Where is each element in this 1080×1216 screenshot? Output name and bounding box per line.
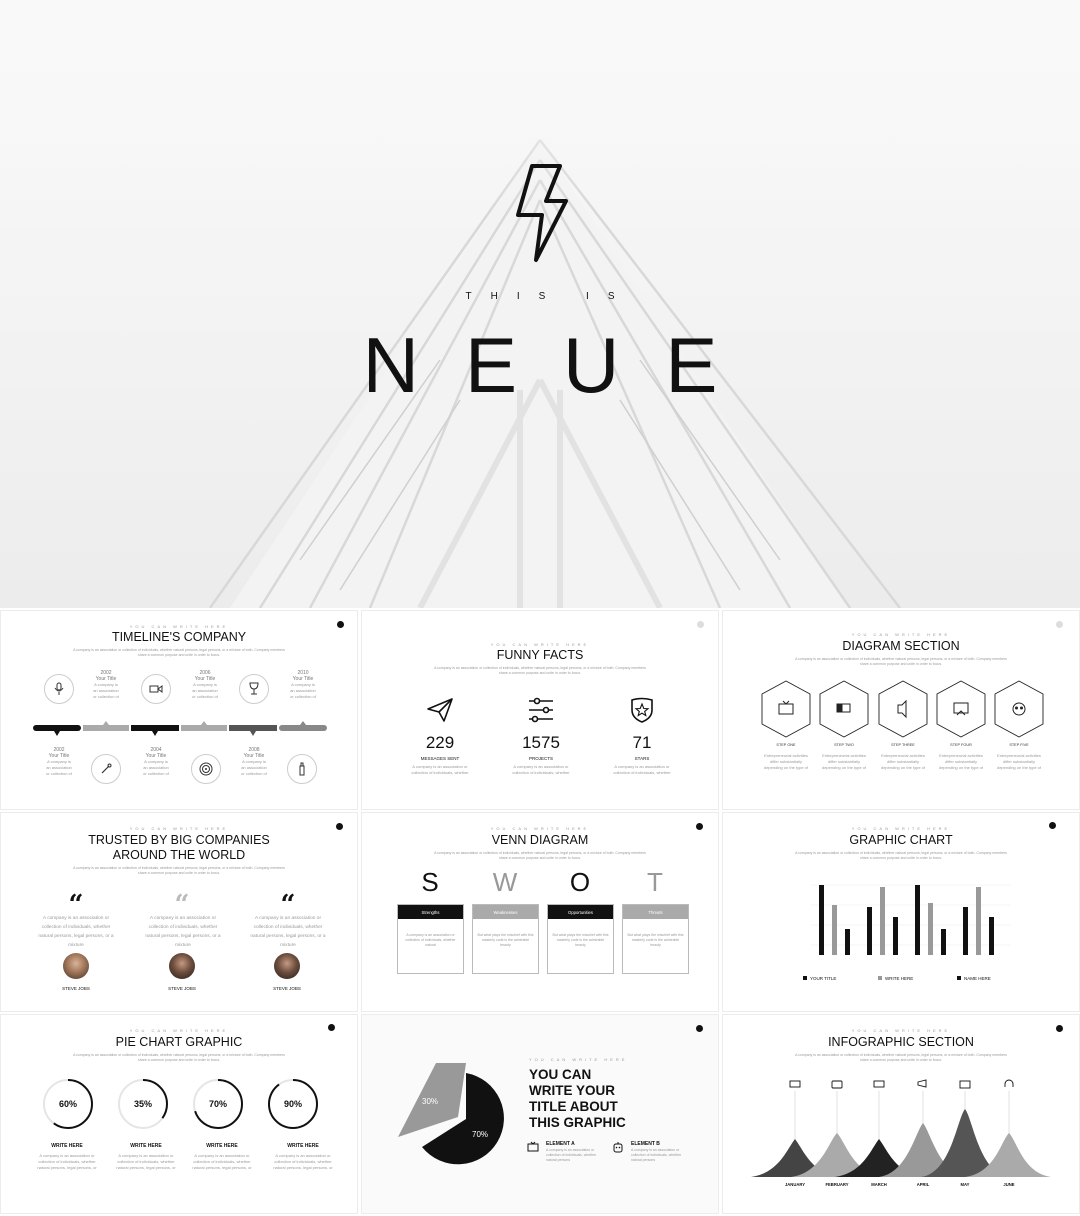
- target-icon: [191, 754, 221, 784]
- hero-kicker: THIS IS: [465, 291, 634, 302]
- ring-text: A company is an association or collection of individuals, whether natural persons, legal persons, or: [192, 1153, 252, 1170]
- swot-letter: S: [421, 867, 439, 897]
- slide-subtitle: A company is an association or collection of individuals, whether natural persons, legal persons, or a mixture of both. Company members share a common purpose and unite in order to focus.: [73, 866, 285, 875]
- pie-graphic-slide: [361, 1014, 719, 1214]
- venn-slide: [361, 812, 719, 1012]
- element-label: ELEMENT B: [631, 1141, 660, 1147]
- big-title-line: YOU CAN: [529, 1067, 592, 1082]
- slide-kicker: YOU CAN WRITE HERE: [851, 632, 951, 637]
- fact-number: 71: [632, 733, 652, 752]
- slide-kicker: YOU CAN WRITE HERE: [490, 826, 590, 831]
- timeline-year: 2002: [100, 670, 112, 676]
- ring-title: WRITE HERE: [287, 1143, 319, 1149]
- legend-label: YOUR TITLE: [810, 976, 837, 981]
- timeline-item-text: A company is an association or collection of: [93, 682, 119, 699]
- slide-subtitle: A company is an association or collection of individuals, whether natural persons, legal persons, or a mixture of both. Company members share a common purpose and unite in order to focus.: [795, 1053, 1007, 1062]
- fact-number: 229: [425, 733, 455, 752]
- mountain-infographic: [751, 1079, 1051, 1183]
- swot-box-text: But what plays the mischief with this masterly code is the admirable beauty: [477, 933, 534, 947]
- slide-title: FUNNY FACTS: [496, 648, 584, 662]
- slide-title: INFOGRAPHIC SECTION: [828, 1035, 974, 1049]
- ring-title: WRITE HERE: [51, 1143, 83, 1149]
- step-text: Entrepreneurial activities differ substantially depending on the type of: [821, 753, 867, 770]
- slide-subtitle: A company is an association or collection of individuals, whether natural persons, legal persons, or a mixture of both. Company members share a common purpose and unite in order to focus.: [73, 1053, 285, 1062]
- slide-title: TIMELINE'S COMPANY: [111, 630, 247, 644]
- chart-bar: [867, 907, 872, 955]
- month-label: JANUARY: [784, 1182, 806, 1187]
- legend-item: [803, 976, 836, 981]
- swot-box-header: Opportunities: [548, 905, 613, 919]
- slide-kicker: YOU CAN WRITE HERE: [490, 642, 590, 647]
- timeline-item-title: Your Title: [194, 676, 216, 682]
- ring-text: A company is an association or collection of individuals, whether natural persons, legal persons, or: [37, 1153, 97, 1170]
- chart-bar: [963, 907, 968, 955]
- person-name: STEVE JOBS: [62, 986, 90, 991]
- timeline-year: 2010: [297, 670, 309, 676]
- hero-title: NEUE: [362, 321, 764, 409]
- pie-chart-slide: [0, 1014, 358, 1214]
- swot-box-header: Weaknesses: [473, 905, 538, 919]
- pie-label-70: 70%: [472, 1130, 489, 1139]
- step-text: Entrepreneurial activities differ substantially depending on the type of: [996, 753, 1042, 770]
- timeline-year: 2004: [150, 747, 162, 753]
- chart-bar: [941, 929, 946, 955]
- swot-box-header: Strengths: [398, 905, 463, 919]
- month-label: FEBRUARY: [825, 1182, 849, 1187]
- chart-bar: [819, 885, 824, 955]
- lightning-bolt-icon: [512, 163, 570, 263]
- timeline-year: 2002: [53, 747, 65, 753]
- robot-icon: [612, 1141, 624, 1153]
- timeline-year: 2008: [248, 747, 260, 753]
- legend-item: [878, 976, 913, 981]
- legend-swatch: [957, 976, 961, 980]
- swot-letter: O: [569, 867, 591, 897]
- avatar: [169, 953, 195, 979]
- bar-group-4: [963, 887, 994, 955]
- trusted-slide: [0, 812, 358, 1012]
- slide-indicator-dot: [697, 621, 704, 628]
- testimonial-text: A company is an association or collection of individuals, whether natural persons, legal persons, or a mixture: [250, 916, 326, 948]
- ring-percent: 35%: [133, 1099, 152, 1109]
- avatar: [63, 953, 89, 979]
- quote-icon: “: [174, 890, 190, 920]
- infographic-slide: [722, 1014, 1080, 1214]
- month-label: APRIL: [916, 1182, 930, 1187]
- step-label: STEP ONE: [776, 743, 796, 747]
- swot-box-text: A company is an association or collection of individuals, whether natural: [405, 933, 456, 947]
- timeline-item-title: Your Title: [243, 753, 265, 759]
- big-title-line: THIS GRAPHIC: [529, 1115, 626, 1130]
- swot-box-text: But what plays the mischief with this masterly code is the admirable beauty: [627, 933, 684, 947]
- month-label: MARCH: [871, 1182, 887, 1187]
- chart-bar: [976, 887, 981, 955]
- slide-subtitle: A company is an association or collection of individuals, whether natural persons, legal persons, or a mixture of both. Company members share a common purpose and unite in order to focus.: [73, 648, 285, 657]
- timeline-item-title: Your Title: [292, 676, 314, 682]
- slide-title: TRUSTED BY BIG COMPANIES: [88, 833, 270, 847]
- fact-text: A company is an association or collection of individuals, whether: [512, 764, 570, 775]
- bottle-icon: [287, 754, 317, 784]
- quote-icon: “: [68, 890, 84, 920]
- element-text: A company is an association or collection of individuals, whether natural persons: [631, 1148, 682, 1162]
- big-title: [529, 1067, 626, 1131]
- chart-bar: [893, 917, 898, 955]
- slide-subtitle: A company is an association or collection of individuals, whether natural persons, legal persons, or a mixture of both. Company members share a common purpose and unite in order to focus.: [434, 851, 646, 860]
- pen-icon: [91, 754, 121, 784]
- timeline-item-text: A company is an association or collection of: [290, 682, 316, 699]
- ring-title: WRITE HERE: [206, 1143, 238, 1149]
- chart-bar: [989, 917, 994, 955]
- slide-kicker: YOU CAN WRITE HERE: [851, 826, 951, 831]
- bar-group-2: [867, 887, 898, 955]
- slide-subtitle: A company is an association or collection of individuals, whether natural persons, legal persons, or a mixture of both. Company members share a common purpose and unite in order to focus.: [795, 657, 1007, 666]
- microphone-icon: [44, 674, 74, 704]
- slide-indicator-dot: [696, 1025, 703, 1032]
- legend-item: [957, 976, 991, 981]
- slide-kicker: YOU CAN WRITE HERE: [529, 1057, 628, 1062]
- timeline-item-title: Your Title: [95, 676, 117, 682]
- month-label: MAY: [960, 1182, 970, 1187]
- step-text: Entrepreneurial activities differ substantially depending on the type of: [763, 753, 809, 770]
- ring-title: WRITE HERE: [130, 1143, 162, 1149]
- bar-group-3: [915, 885, 946, 955]
- timeline-slide: [0, 610, 358, 810]
- timeline-bar: [33, 721, 328, 737]
- ring-percent: 60%: [58, 1099, 77, 1109]
- slide-kicker: YOU CAN WRITE HERE: [129, 826, 229, 831]
- diagram-slide: [722, 610, 1080, 810]
- swot-letter: T: [647, 867, 663, 897]
- ring-percent: 70%: [208, 1099, 227, 1109]
- video-camera-icon: [141, 674, 171, 704]
- fact-label: STARS: [634, 756, 650, 761]
- star-badge-icon: [628, 697, 656, 723]
- timeline-item-text: A company is an association or collection of: [241, 759, 267, 776]
- month-label: JUNE: [1003, 1182, 1015, 1187]
- bar-chart: [811, 875, 1011, 967]
- legend-swatch: [878, 976, 882, 980]
- bar-group-1: [819, 885, 850, 955]
- swot-box-weaknesses: [472, 904, 539, 974]
- fact-label: MESSAGES SENT: [420, 756, 460, 761]
- legend-swatch: [803, 976, 807, 980]
- timeline-item-text: A company is an association or collection of: [192, 682, 218, 699]
- person-name: STEVE JOBS: [168, 986, 196, 991]
- step-text: Entrepreneurial activities differ substantially depending on the type of: [938, 753, 984, 770]
- chart-bar: [880, 887, 885, 955]
- slide-kicker: YOU CAN WRITE HERE: [129, 1028, 229, 1033]
- swot-box-opportunities: [547, 904, 614, 974]
- swot-box-strengths: [397, 904, 464, 974]
- testimonial-text: A company is an association or collection of individuals, whether natural persons, legal persons, or a mixture: [145, 916, 221, 948]
- step-label: STEP THREE: [891, 743, 915, 747]
- fact-text: A company is an association or collection of individuals, whether: [613, 764, 671, 775]
- ring-text: A company is an association or collection of individuals, whether natural persons, legal persons, or: [116, 1153, 176, 1170]
- slide-title: PIE CHART GRAPHIC: [115, 1035, 243, 1049]
- person-name: STEVE JOBS: [273, 986, 301, 991]
- wine-glass-icon: [239, 674, 269, 704]
- big-title-line: TITLE ABOUT: [529, 1099, 618, 1114]
- slide-indicator-dot: [1056, 621, 1063, 628]
- pie-chart: [392, 1059, 522, 1179]
- slide-title: DIAGRAM SECTION: [842, 639, 960, 653]
- swot-box-header: Threats: [623, 905, 688, 919]
- chart-bar: [915, 885, 920, 955]
- timeline-item-text: A company is an association or collection of: [46, 759, 72, 776]
- step-label: STEP TWO: [834, 743, 854, 747]
- quote-icon: “: [280, 890, 296, 920]
- fact-number: 1575: [522, 733, 560, 752]
- chart-bar: [928, 903, 933, 955]
- sliders-icon: [527, 697, 555, 723]
- slide-title: VENN DIAGRAM: [491, 833, 589, 847]
- ring-percent: 90%: [283, 1099, 302, 1109]
- element-text: A company is an association or collection of individuals, whether natural persons: [546, 1148, 597, 1162]
- fact-text: A company is an association or collection of individuals, whether: [411, 764, 469, 775]
- legend-label: WRITE HERE: [885, 976, 914, 981]
- big-title-line: WRITE YOUR: [529, 1083, 616, 1098]
- avatar: [274, 953, 300, 979]
- slide-title: GRAPHIC CHART: [849, 833, 953, 847]
- swot-box-threats: [622, 904, 689, 974]
- ring-text: A company is an association or collection of individuals, whether natural persons, legal persons, or: [273, 1153, 333, 1170]
- testimonial-text: A company is an association or collection of individuals, whether natural persons, legal persons, or a mixture: [38, 916, 114, 948]
- slide-title-line2: AROUND THE WORLD: [112, 848, 246, 862]
- pie-label-30: 30%: [422, 1097, 439, 1106]
- slide-subtitle: A company is an association or collection of individuals, whether natural persons, legal persons, or a mixture of both. Company members share a common purpose and unite in order to focus.: [795, 851, 1007, 860]
- swot-box-text: But what plays the mischief with this masterly code is the admirable beauty: [552, 933, 609, 947]
- timeline-item-text: A company is an association or collection of: [143, 759, 169, 776]
- step-label: STEP FOUR: [950, 743, 972, 747]
- slide-kicker: YOU CAN WRITE HERE: [129, 624, 229, 629]
- timeline-item-title: Your Title: [145, 753, 167, 759]
- chart-bar: [845, 929, 850, 955]
- funny-facts-slide: [361, 610, 719, 810]
- timeline-item-title: Your Title: [48, 753, 70, 759]
- timeline-year: 2006: [199, 670, 211, 676]
- slide-subtitle: A company is an association or collection of individuals, whether natural persons, legal persons, or a mixture of both. Company members share a common purpose and unite in order to focus.: [434, 666, 646, 675]
- swot-letter: W: [492, 867, 518, 897]
- slide-kicker: YOU CAN WRITE HERE: [851, 1028, 951, 1033]
- paper-plane-icon: [426, 697, 454, 723]
- element-label: ELEMENT A: [546, 1141, 575, 1147]
- step-text: Entrepreneurial activities differ substantially depending on the type of: [880, 753, 926, 770]
- fact-label: PROJECTS: [528, 756, 553, 761]
- hexagon-row: [758, 679, 1053, 741]
- chart-bar: [832, 905, 837, 955]
- tv-icon: [527, 1141, 539, 1153]
- step-label: STEP FIVE: [1009, 743, 1029, 747]
- graphic-chart-slide: [722, 812, 1080, 1012]
- legend-label: NAME HERE: [964, 976, 991, 981]
